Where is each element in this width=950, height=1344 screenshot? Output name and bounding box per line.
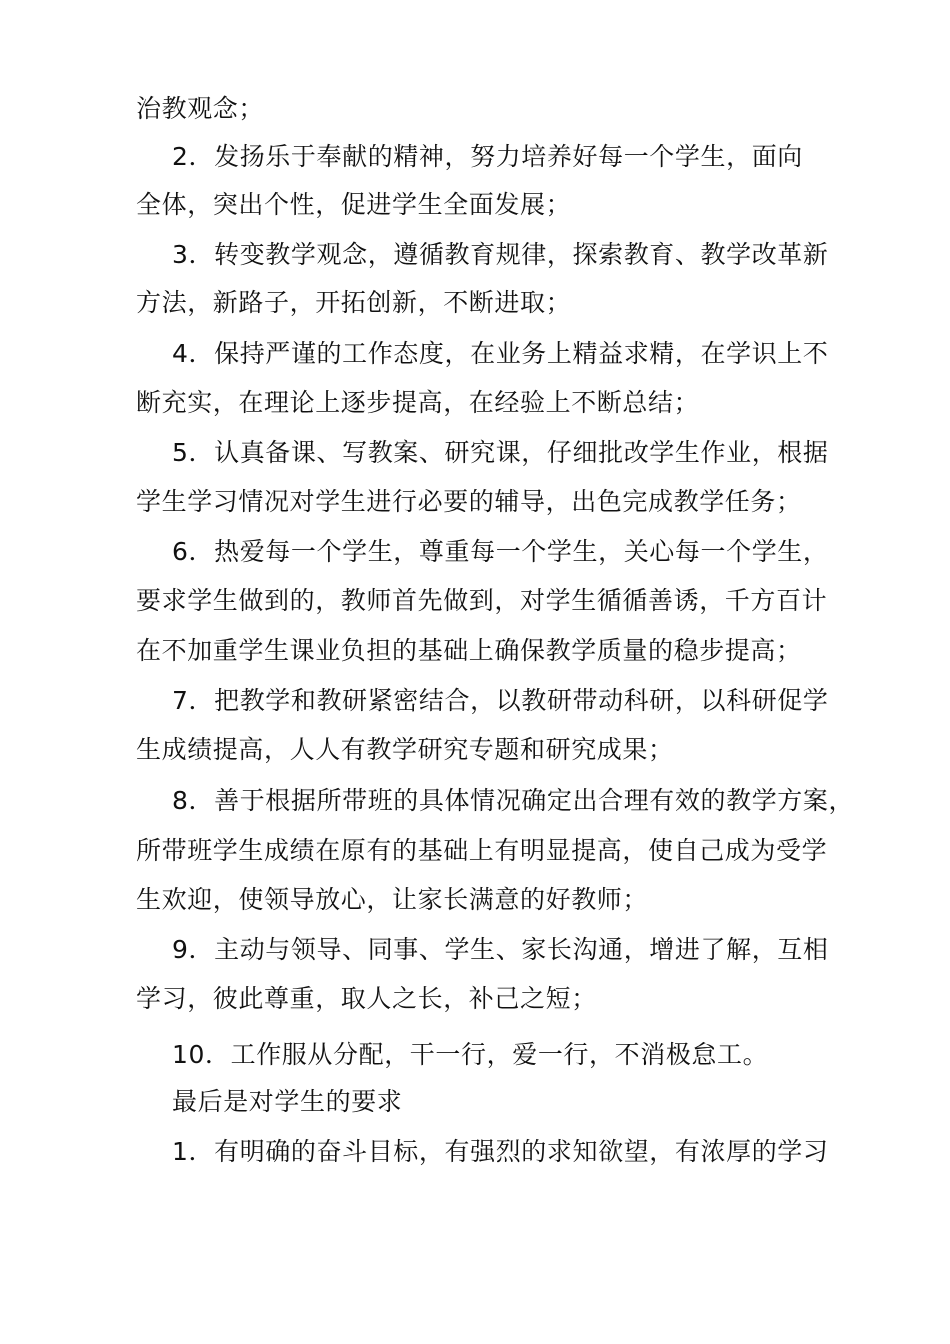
- text-line: 学习，彼此尊重，取人之长，补己之短；: [136, 984, 597, 1013]
- text-line: 2．发扬乐于奉献的精神，努力培养好每一个学生，面向: [172, 142, 803, 171]
- text-line: 方法，新路子，开拓创新，不断进取；: [136, 288, 572, 317]
- text-line: 所带班学生成绩在原有的基础上有明显提高，使自己成为受学: [136, 836, 828, 865]
- text-line: 全体，突出个性，促进学生全面发展；: [136, 190, 572, 219]
- text-line: 10．工作服从分配，干一行，爱一行，不消极怠工。: [172, 1040, 769, 1069]
- text-line: 8．善于根据所带班的具体情况确定出合理有效的教学方案，: [172, 786, 855, 815]
- text-line: 1．有明确的奋斗目标，有强烈的求知欲望，有浓厚的学习: [172, 1137, 829, 1166]
- text-line: 3．转变教学观念，遵循教育规律，探索教育、教学改革新: [172, 240, 829, 269]
- text-line: 最后是对学生的要求: [172, 1087, 403, 1116]
- text-line: 7．把教学和教研紧密结合，以教研带动科研，以科研促学: [172, 686, 829, 715]
- text-line: 要求学生做到的，教师首先做到，对学生循循善诱，千方百计: [136, 586, 828, 615]
- text-line: 4．保持严谨的工作态度，在业务上精益求精，在学识上不: [172, 339, 829, 368]
- text-line: 5．认真备课、写教案、研究课，仔细批改学生作业，根据: [172, 438, 829, 467]
- text-line: 学生学习情况对学生进行必要的辅导，出色完成教学任务；: [136, 487, 802, 516]
- text-line: 9．主动与领导、同事、学生、家长沟通，增进了解，互相: [172, 935, 829, 964]
- text-line: 断充实，在理论上逐步提高，在经验上不断总结；: [136, 388, 700, 417]
- text-line: 生成绩提高，人人有教学研究专题和研究成果；: [136, 735, 674, 764]
- text-line: 6．热爱每一个学生，尊重每一个学生，关心每一个学生，: [172, 537, 829, 566]
- text-line: 生欢迎，使领导放心，让家长满意的好教师；: [136, 885, 649, 914]
- text-line: 治教观念；: [136, 94, 265, 123]
- text-line: 在不加重学生课业负担的基础上确保教学质量的稳步提高；: [136, 636, 802, 665]
